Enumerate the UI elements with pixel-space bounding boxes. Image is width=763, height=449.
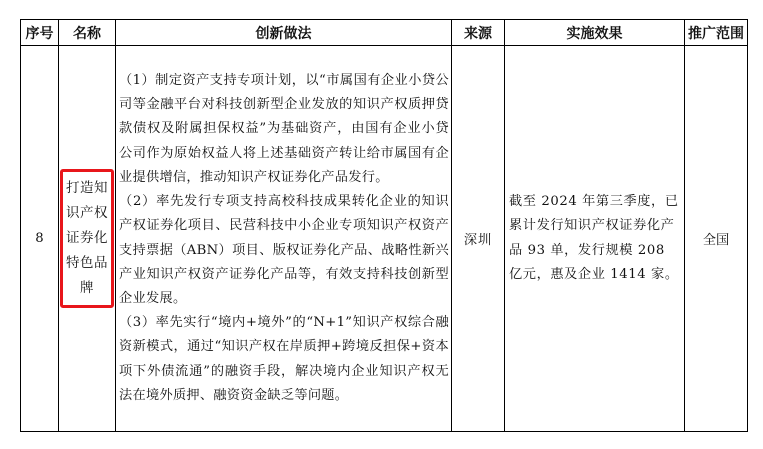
method-paragraph-1: （1）制定资产支持专项计划，以“市属国有企业小贷公司等金融平台对科技创新型企业发放的知识产权质押贷款债权及附属担保权益”为基础资产，由国有企业小贷公司作为原始权益人将上述基础资产转让给市属国有企业提供增信，推动知识产权证券化产品发行。 [119,73,449,185]
method-paragraph-2: （2）率先发行专项支持高校科技成果转化企业的知识产权证券化项目、民营科技中小企业专项知识产权资产支持票据（ABN）项目、版权证券化产品、战略性新兴产业知识产权资产证券化产品等，有效支持科技创新型企业发展。 [119,194,449,306]
row-scope: 全国 [685,46,748,432]
name-line: 识产权 [66,205,108,221]
row-effect-cell [505,46,685,432]
row-index: 8 [21,46,59,432]
header-row [21,20,748,46]
name-line: 特色品 [66,255,108,271]
row-method-cell [116,46,452,432]
row-source: 深圳 [452,46,505,432]
row-effect: 截至 2024 年第三季度，已累计发行知识产权证券化产品 93 单，发行规模 208 亿元，惠及企业 1414 家。 [509,193,679,282]
method-paragraph-3: （3）率先实行“境内+境外”的“N+1”知识产权综合融资新模式，通过“知识产权在岸质押+跨境反担保+资本项下外债流通”的融资手段，解决境内企业知识产权无法在境外质押、融资资金缺乏等问题。 [119,315,449,403]
name-line: 牌 [80,280,94,296]
name-line: 证券化 [66,230,108,246]
header-index: 序号 [21,20,59,46]
row-name-cell [59,46,116,432]
header-effect: 实施效果 [505,20,685,46]
header-method: 创新做法 [116,20,452,46]
table-row [21,46,748,432]
header-scope: 推广范围 [685,20,748,46]
innovation-table [20,19,748,432]
name-highlight-box [60,169,114,308]
name-line: 打造知 [66,180,108,196]
header-source: 来源 [452,20,505,46]
header-name: 名称 [59,20,116,46]
